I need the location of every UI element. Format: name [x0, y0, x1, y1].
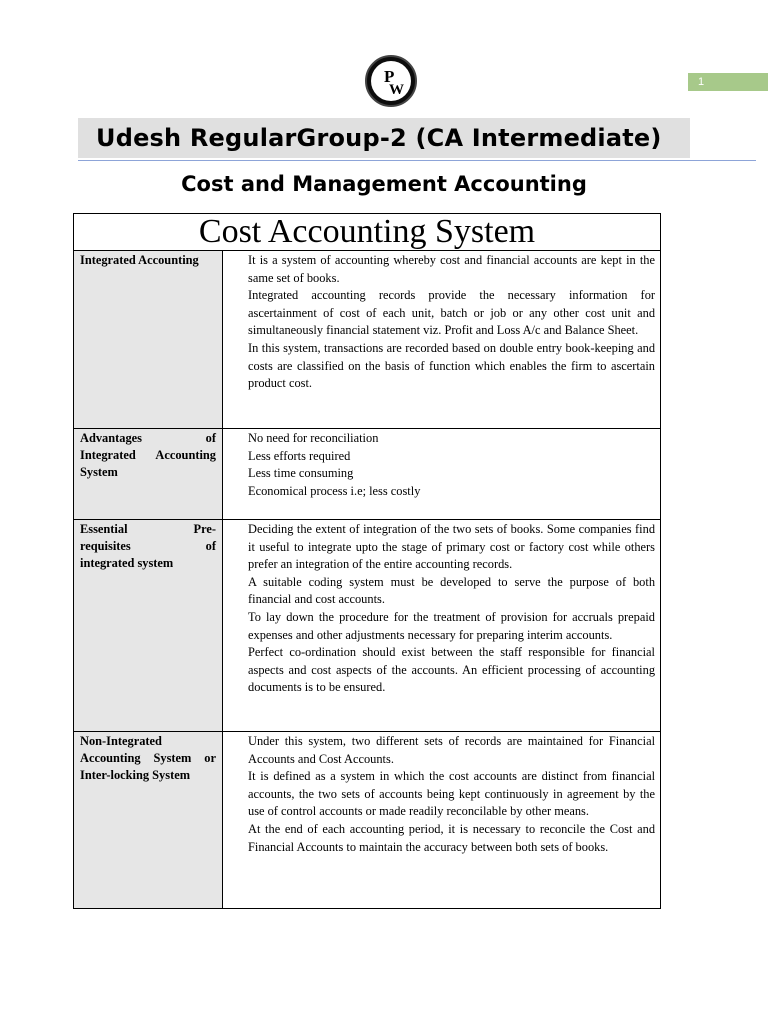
header-divider	[78, 160, 756, 161]
row-label-line: Inter-locking System	[80, 768, 191, 782]
row-label-line: Integrated Accounting	[80, 448, 216, 462]
pw-logo-icon	[367, 57, 415, 105]
row-content	[223, 520, 661, 732]
table-row	[74, 429, 661, 520]
paragraph: Perfect co-ordination should exist between the staff responsible for financial aspects and cost aspects of the accounts. An efficient processing of accounting documents is to be ensured.	[248, 645, 656, 695]
row-label-line: Advantages of	[80, 431, 216, 445]
paragraph: To lay down the procedure for the treatment of provision for accruals prepaid expenses and other adjustments necessary for preparing interim accounts.	[248, 609, 656, 642]
paragraph: At the end of each accounting period, it is necessary to reconcile the Cost and Financial Accounts to maintain the accuracy between both sets of books.	[248, 821, 656, 854]
table-row	[74, 520, 661, 732]
row-label-line: System	[80, 465, 118, 479]
pw-logo	[365, 55, 417, 107]
paragraph: It is a system of accounting whereby cost and financial accounts are kept in the same set of books.	[248, 253, 656, 285]
logo-letter-w: W	[389, 82, 404, 98]
list-item: Less time consuming	[248, 466, 354, 481]
list-item: No need for reconciliation	[248, 431, 379, 445]
header-bar	[78, 118, 690, 158]
row-content	[223, 732, 661, 909]
paragraph: In this system, transactions are recorded based on double entry book-keeping and costs are classified on the basis of function which enables the firm to ascertain product cost.	[248, 340, 656, 391]
list-item: Less efforts required	[248, 448, 351, 463]
paragraph: Under this system, two different sets of records are maintained for Financial Accounts and Cost Accounts.	[248, 734, 656, 766]
row-label-line: Non-Integrated	[80, 734, 162, 748]
table-row	[74, 251, 661, 429]
row-label-line: integrated system	[80, 556, 174, 570]
logo-letter-p: P	[384, 67, 395, 86]
paragraph: It is defined as a system in which the cost accounts are distinct from financial accounts, the two sets of accounts being kept continuously in agreement by the use of control accounts or made readily reconcilable by other means.	[248, 769, 656, 819]
row-label-integrated-accounting	[74, 251, 223, 429]
row-label-advantages	[74, 429, 223, 520]
row-label-line: requisites of	[80, 539, 216, 553]
row-label-line: Accounting System or	[80, 751, 216, 765]
cost-accounting-table	[73, 213, 661, 909]
row-label-line: Essential Pre-	[80, 522, 216, 536]
list-item: Economical process i.e; less costly	[248, 483, 421, 498]
table-row	[74, 732, 661, 909]
paragraph: Integrated accounting records provide the necessary information for ascertainment of cost of each unit, batch or job or any other cost unit and simultaneously financial statement viz. Profit and Loss A/c and Balance Sheet.	[248, 288, 656, 338]
table-title: Cost Accounting System	[74, 214, 661, 251]
paragraph: Deciding the extent of integration of the two sets of books. Some companies find it useful to integrate upto the stage of primary cost or factory cost while others prefer an integration of the entire accounting records.	[248, 522, 656, 572]
row-content	[223, 429, 661, 520]
row-content	[223, 251, 661, 429]
header-title: Udesh RegularGroup-2 (CA Intermediate)	[96, 124, 662, 152]
row-label-prerequisites	[74, 520, 223, 732]
document-subtitle: Cost and Management Accounting	[181, 172, 587, 196]
page-number: 1	[688, 73, 768, 91]
row-label-line: Integrated Accounting	[80, 253, 199, 267]
row-label-non-integrated	[74, 732, 223, 909]
paragraph: A suitable coding system must be developed to serve the purpose of both financial and cost accounts.	[248, 574, 656, 607]
